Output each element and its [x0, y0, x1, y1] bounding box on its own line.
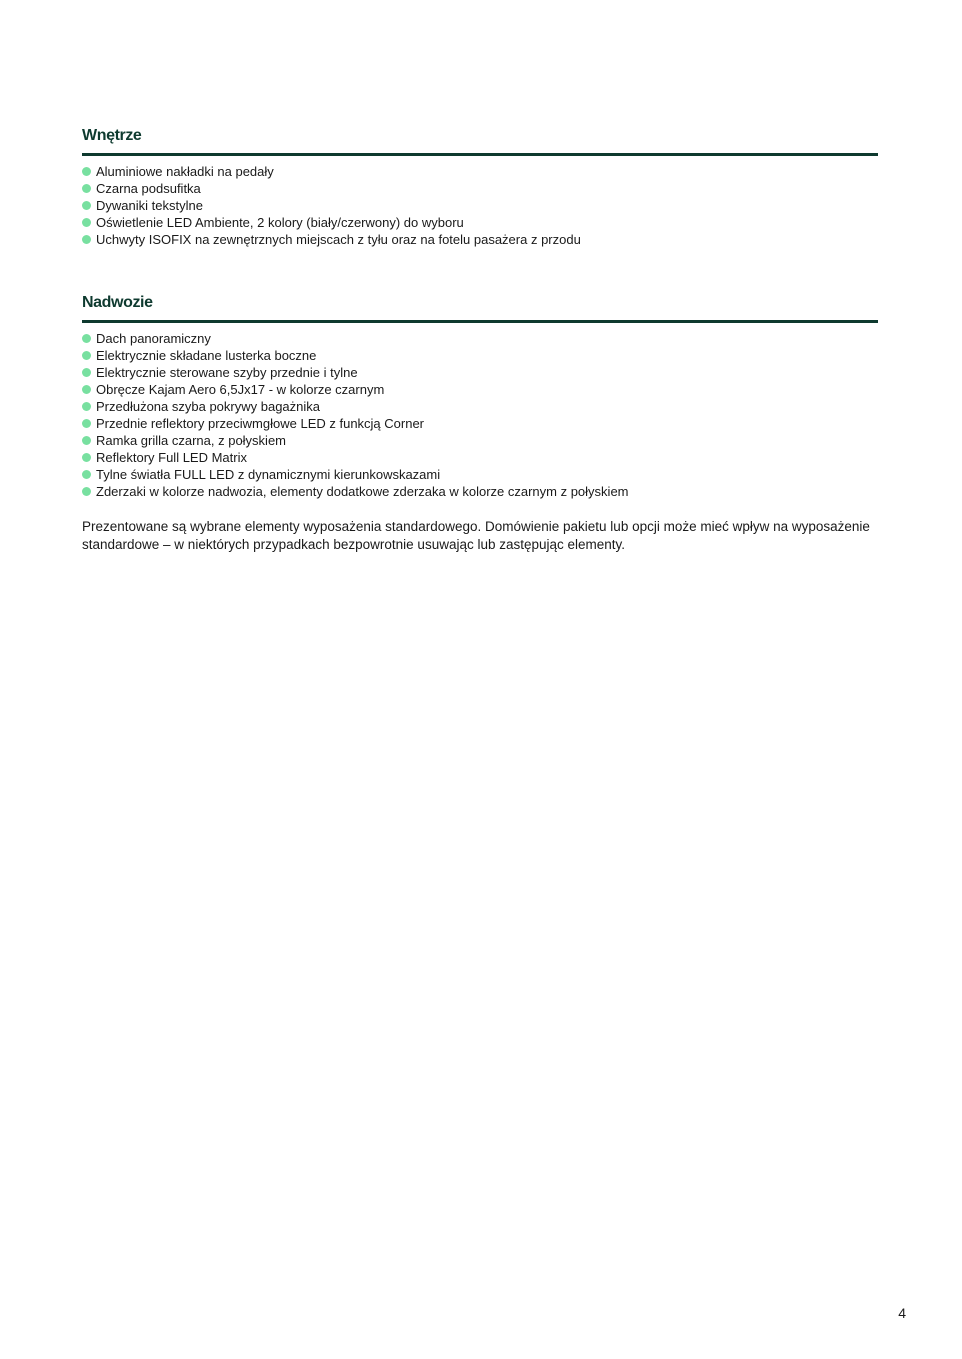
list-item — [82, 466, 878, 483]
bullet-icon — [82, 218, 91, 227]
bullet-icon — [82, 419, 91, 428]
section-nadwozie — [82, 292, 878, 500]
list-item — [82, 330, 878, 347]
bullet-icon — [82, 385, 91, 394]
list-item — [82, 163, 878, 180]
list-item-label: Przednie reflektory przeciwmgłowe LED z funkcją Corner — [96, 416, 425, 431]
section-divider — [82, 320, 878, 323]
list-item-label: Zderzaki w kolorze nadwozia, elementy dodatkowe zderzaka w kolorze czarnym z połyskiem — [96, 484, 629, 499]
bullet-icon — [82, 470, 91, 479]
list-item-label: Przedłużona szyba pokrywy bagażnika — [96, 399, 321, 414]
bullet-icon — [82, 368, 91, 377]
bullet-icon — [82, 436, 91, 445]
bullet-icon — [82, 167, 91, 176]
page-number: 4 — [898, 1305, 906, 1321]
list-item-label: Aluminiowe nakładki na pedały — [96, 164, 274, 179]
list-item-label: Elektrycznie sterowane szyby przednie i tylne — [96, 365, 358, 380]
disclaimer-note: Prezentowane są wybrane elementy wyposażenia standardowego. Domówienie pakietu lub opcji może mieć wpływ na wyposażenie standardowe – w niektórych przypadkach bezpowrotnie usuwając lub zastępując elementy. — [82, 519, 870, 552]
bullet-icon — [82, 453, 91, 462]
list-item — [82, 398, 878, 415]
list-item — [82, 364, 878, 381]
section-wnetrze — [82, 125, 878, 248]
list-item-label: Czarna podsufitka — [96, 181, 201, 196]
bullet-icon — [82, 334, 91, 343]
list-item-label: Reflektory Full LED Matrix — [96, 450, 247, 465]
list-item — [82, 415, 878, 432]
list-item — [82, 432, 878, 449]
list-item-label: Dach panoramiczny — [96, 331, 211, 346]
bullet-icon — [82, 235, 91, 244]
list-item — [82, 483, 878, 500]
list-item-label: Oświetlenie LED Ambiente, 2 kolory (biały/czerwony) do wyboru — [96, 215, 464, 230]
feature-list — [82, 163, 878, 248]
list-item-label: Uchwyty ISOFIX na zewnętrznych miejscach z tyłu oraz na fotelu pasażera z przodu — [96, 232, 581, 247]
list-item-label: Tylne światła FULL LED z dynamicznymi kierunkowskazami — [96, 467, 441, 482]
bullet-icon — [82, 201, 91, 210]
feature-list — [82, 330, 878, 500]
section-title: Wnętrze — [82, 127, 142, 144]
list-item — [82, 214, 878, 231]
section-divider — [82, 153, 878, 156]
list-item — [82, 449, 878, 466]
section-title: Nadwozie — [82, 294, 153, 311]
list-item-label: Dywaniki tekstylne — [96, 198, 203, 213]
list-item-label: Ramka grilla czarna, z połyskiem — [96, 433, 287, 448]
list-item — [82, 231, 878, 248]
list-item-label: Elektrycznie składane lusterka boczne — [96, 348, 317, 363]
list-item — [82, 180, 878, 197]
bullet-icon — [82, 402, 91, 411]
list-item-label: Obręcze Kajam Aero 6,5Jx17 - w kolorze czarnym — [96, 382, 385, 397]
bullet-icon — [82, 184, 91, 193]
bullet-icon — [82, 351, 91, 360]
list-item — [82, 347, 878, 364]
list-item — [82, 197, 878, 214]
bullet-icon — [82, 487, 91, 496]
list-item — [82, 381, 878, 398]
